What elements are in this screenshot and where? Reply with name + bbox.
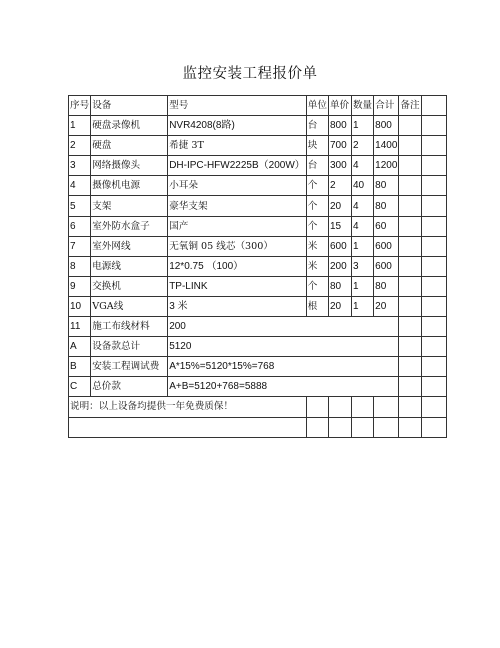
- cell-price: 600: [328, 236, 351, 256]
- cell-empty: [351, 417, 373, 437]
- cell-qty: 4: [351, 196, 373, 216]
- cell-no: 9: [69, 276, 91, 296]
- cell-device: 室外防水盒子: [91, 216, 168, 236]
- cell-model: 无氧铜 05 线芯（300）: [168, 236, 307, 256]
- cell-blank: [421, 236, 446, 256]
- note-text: 说明：以上设备均提供一年免费质保！: [69, 397, 307, 417]
- header-cell-no: 序号: [69, 96, 91, 116]
- summary-value: A*15%=5120*15%=768: [168, 357, 399, 377]
- cell-total: 1400: [374, 136, 399, 156]
- cell-remark: [399, 176, 421, 196]
- cell-qty: 1: [351, 296, 373, 316]
- cell-price: 80: [328, 276, 351, 296]
- cell-empty: [399, 417, 421, 437]
- cell-device: 摄像机电源: [91, 176, 168, 196]
- cell-unit: 根: [306, 296, 328, 316]
- cell-empty: [306, 417, 328, 437]
- cell-no: 3: [69, 156, 91, 176]
- cell-model: 国产: [168, 216, 307, 236]
- cell-empty: [328, 417, 351, 437]
- cell-model: 12*0.75 （100）: [168, 256, 307, 276]
- cell-blank: [421, 377, 446, 397]
- cell-total: 600: [374, 236, 399, 256]
- cell-blank: [421, 176, 446, 196]
- summary-no: A: [69, 337, 91, 357]
- cell-empty: [351, 397, 373, 417]
- table-row: [69, 196, 447, 216]
- cell-remark: [399, 236, 421, 256]
- cell-remark: [399, 337, 421, 357]
- cell-model: NVR4208(8路): [168, 116, 307, 136]
- header-cell-blank: [421, 96, 446, 116]
- document-title: 监控安装工程报价单: [182, 66, 318, 82]
- table-row: [69, 176, 447, 196]
- cell-qty: 1: [351, 276, 373, 296]
- table-row: [69, 216, 447, 236]
- cell-blank: [421, 156, 446, 176]
- cell-unit: 台: [306, 116, 328, 136]
- cell-remark: [399, 296, 421, 316]
- cell-model: DH-IPC-HFW2225B（200W）: [168, 156, 307, 176]
- cell-qty: 1: [351, 116, 373, 136]
- summary-no: B: [69, 357, 91, 377]
- cell-blank: [421, 317, 446, 337]
- cell-total: 800: [374, 116, 399, 136]
- summary-label: 安装工程调试费: [91, 357, 168, 377]
- cell-empty: [374, 417, 399, 437]
- cell-unit: 个: [306, 216, 328, 236]
- cell-price: 15: [328, 216, 351, 236]
- cell-no: 10: [69, 296, 91, 316]
- cell-no: 5: [69, 196, 91, 216]
- cell-price: 20: [328, 196, 351, 216]
- cell-price: 2: [328, 176, 351, 196]
- cell-device: 硬盘: [91, 136, 168, 156]
- cell-device: 电源线: [91, 256, 168, 276]
- cell-blank: [421, 196, 446, 216]
- cell-qty: 2: [351, 136, 373, 156]
- header-cell-device: 设备: [91, 96, 168, 116]
- summary-row: [69, 357, 447, 377]
- cell-blank: [421, 296, 446, 316]
- cell-remark: [399, 116, 421, 136]
- cell-remark: [399, 357, 421, 377]
- cell-unit: 个: [306, 176, 328, 196]
- cell-model: 小耳朵: [168, 176, 307, 196]
- table-row: [69, 136, 447, 156]
- cell-total: 20: [374, 296, 399, 316]
- cell-empty: [306, 397, 328, 417]
- table-row: [69, 256, 447, 276]
- cell-remark: [399, 196, 421, 216]
- cell-no: 1: [69, 116, 91, 136]
- summary-row: [69, 377, 447, 397]
- summary-no: C: [69, 377, 91, 397]
- summary-row: [69, 337, 447, 357]
- cell-remark: [399, 256, 421, 276]
- cell-price: 20: [328, 296, 351, 316]
- cell-model: 豪华支架: [168, 196, 307, 216]
- table-row: [69, 116, 447, 136]
- cell-total: 60: [374, 216, 399, 236]
- cell-empty: [374, 397, 399, 417]
- cell-device: 支架: [91, 196, 168, 216]
- cell-no: 8: [69, 256, 91, 276]
- cell-no: 6: [69, 216, 91, 236]
- table-row: [69, 156, 447, 176]
- cell-total: 80: [374, 176, 399, 196]
- cell-device: 交换机: [91, 276, 168, 296]
- cell-unit: 个: [306, 196, 328, 216]
- summary-label: 施工布线材料: [91, 317, 168, 337]
- quotation-table-body: [69, 96, 447, 438]
- note-row: [69, 397, 447, 417]
- summary-value: 5120: [168, 337, 399, 357]
- cell-blank: [421, 357, 446, 377]
- cell-device: VGA线: [91, 296, 168, 316]
- cell-remark: [399, 377, 421, 397]
- summary-no: 11: [69, 317, 91, 337]
- cell-device: 室外网线: [91, 236, 168, 256]
- cell-qty: 3: [351, 256, 373, 276]
- cell-unit: 块: [306, 136, 328, 156]
- cell-remark: [399, 216, 421, 236]
- table-row: [69, 296, 447, 316]
- cell-empty: [69, 417, 307, 437]
- summary-value: A+B=5120+768=5888: [168, 377, 399, 397]
- cell-price: 800: [328, 116, 351, 136]
- cell-remark: [399, 317, 421, 337]
- header-cell-unit: 单位: [306, 96, 328, 116]
- cell-qty: 4: [351, 216, 373, 236]
- cell-blank: [421, 256, 446, 276]
- cell-no: 4: [69, 176, 91, 196]
- cell-model: 3 米: [168, 296, 307, 316]
- cell-remark: [399, 276, 421, 296]
- summary-row: [69, 317, 447, 337]
- cell-device: 硬盘录像机: [91, 116, 168, 136]
- header-cell-price: 单价: [328, 96, 351, 116]
- cell-model: 希捷 3T: [168, 136, 307, 156]
- cell-empty: [421, 417, 446, 437]
- header-cell-model: 型号: [168, 96, 307, 116]
- cell-total: 80: [374, 276, 399, 296]
- cell-total: 1200: [374, 156, 399, 176]
- empty-row: [69, 417, 447, 437]
- cell-no: 7: [69, 236, 91, 256]
- cell-empty: [328, 397, 351, 417]
- cell-blank: [421, 216, 446, 236]
- quotation-table: [68, 95, 447, 438]
- cell-price: 300: [328, 156, 351, 176]
- cell-price: 700: [328, 136, 351, 156]
- cell-unit: 米: [306, 236, 328, 256]
- cell-remark: [399, 156, 421, 176]
- cell-empty: [399, 397, 421, 417]
- cell-price: 200: [328, 256, 351, 276]
- cell-total: 80: [374, 196, 399, 216]
- summary-label: 总价款: [91, 377, 168, 397]
- cell-blank: [421, 136, 446, 156]
- header-cell-total: 合计: [374, 96, 399, 116]
- cell-empty: [421, 397, 446, 417]
- cell-unit: 个: [306, 276, 328, 296]
- cell-qty: 40: [351, 176, 373, 196]
- summary-label: 设备款总计: [91, 337, 168, 357]
- cell-remark: [399, 136, 421, 156]
- cell-total: 600: [374, 256, 399, 276]
- cell-qty: 4: [351, 156, 373, 176]
- table-row: [69, 276, 447, 296]
- cell-blank: [421, 337, 446, 357]
- table-header-row: [69, 96, 447, 116]
- cell-qty: 1: [351, 236, 373, 256]
- cell-model: TP-LINK: [168, 276, 307, 296]
- cell-device: 网络摄像头: [91, 156, 168, 176]
- header-cell-qty: 数量: [351, 96, 373, 116]
- cell-blank: [421, 276, 446, 296]
- table-row: [69, 236, 447, 256]
- summary-value: 200: [168, 317, 399, 337]
- header-cell-remark: 备注: [399, 96, 421, 116]
- cell-unit: 米: [306, 256, 328, 276]
- cell-blank: [421, 116, 446, 136]
- cell-no: 2: [69, 136, 91, 156]
- cell-unit: 台: [306, 156, 328, 176]
